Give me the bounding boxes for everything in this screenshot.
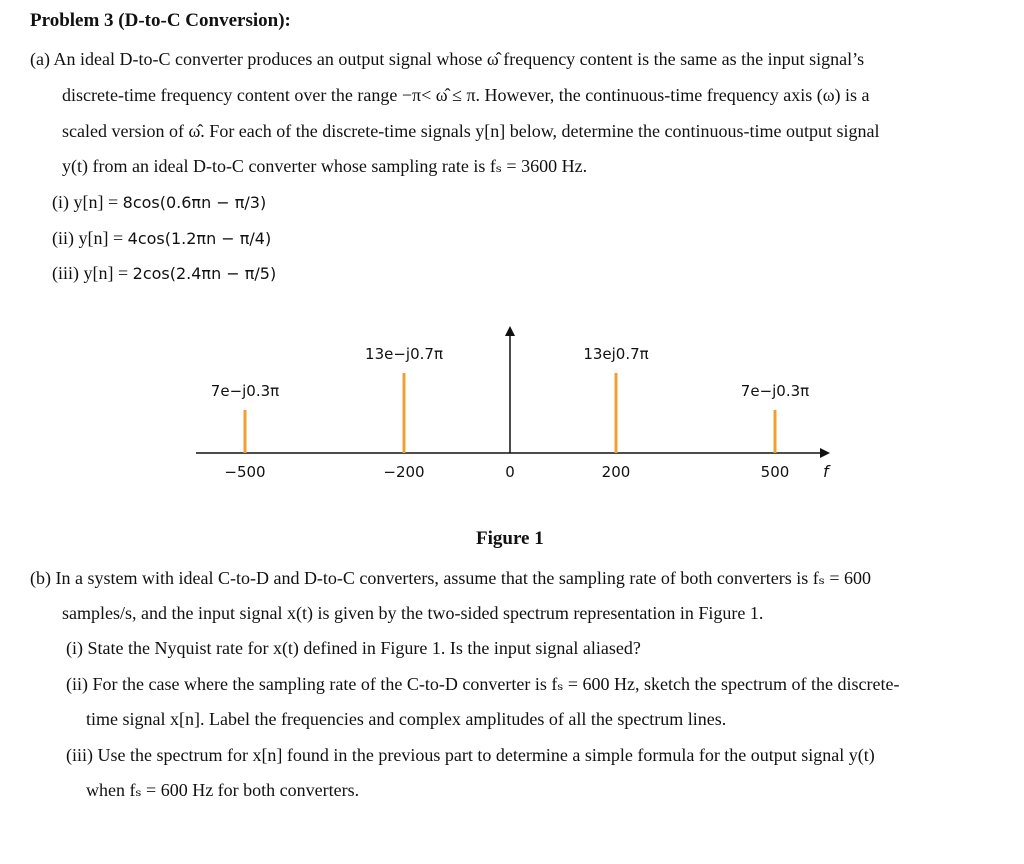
tick-label: −200 [383,463,425,481]
item-expression: 8cos(0.6πn − π/3) [122,193,267,212]
amplitude-label: 13ej0.7π [583,345,649,363]
item-label: (ii) y[n] = [52,228,124,248]
part-a-item-ii [52,227,271,250]
figure-caption: Figure 1 [476,528,544,549]
part-b-item-i: (i) State the Nyquist rate for x(t) defined in Figure 1. Is the input signal aliased? [66,638,641,658]
item-label: (iii) y[n] = [52,263,129,283]
part-a-item-i [52,191,266,214]
part-b-line-2: samples/s, and the input signal x(t) is given by the two-sided spectrum representation in Figure 1. [62,603,764,623]
part-b-line-1: (b) In a system with ideal C-to-D and D-to-C converters, assume that the sampling rate of both converters is fₛ = 600 [30,568,872,588]
item-label: (i) y[n] = [52,192,119,212]
part-b-item-iii-line-1: (iii) Use the spectrum for x[n] found in the previous part to determine a simple formula for the output signal y(t) [66,745,875,765]
part-a-item-iii [52,262,276,285]
part-b-item-iii-line-2: when fₛ = 600 Hz for both converters. [86,780,360,800]
problem-title: Problem 3 (D-to-C Conversion): [30,10,291,31]
part-a-line-2: discrete-time frequency content over the range −π< ω̂ ≤ π. However, the continuous-time frequency axis (ω) is a [62,85,870,105]
spectrum-labels [211,345,831,481]
tick-label: 500 [760,463,790,481]
tick-label: −500 [224,463,266,481]
spectrum-figure [0,300,1024,500]
part-b-item-ii-line-2: time signal x[n]. Label the frequencies and complex amplitudes of all the spectrum lines. [86,709,727,729]
amplitude-label: 7e−j0.3π [740,381,810,400]
tick-label: 200 [601,463,631,481]
part-a-line-4: y(t) from an ideal D-to-C converter whose sampling rate is fₛ = 3600 Hz. [62,156,588,176]
part-a-line-3: scaled version of ω̂. For each of the discrete-time signals y[n] below, determine the continuous-time output signal [62,121,880,141]
amplitude-label: 7e−j0.3π [210,381,280,400]
tick-label: 0 [505,463,515,481]
x-axis-label: f [823,462,829,481]
part-a-line-1: (a) An ideal D-to-C converter produces an output signal whose ω̂ frequency content is the same as the input signal’s [30,49,865,69]
part-b-item-ii-line-1: (ii) For the case where the sampling rate of the C-to-D converter is fₛ = 600 Hz, sketch the spectrum of the discrete- [66,674,900,694]
amplitude-label: 13e−j0.7π [365,345,443,363]
item-expression: 4cos(1.2πn − π/4) [127,229,272,248]
spectrum-axes [196,328,828,453]
item-expression: 2cos(2.4πn − π/5) [132,264,277,283]
